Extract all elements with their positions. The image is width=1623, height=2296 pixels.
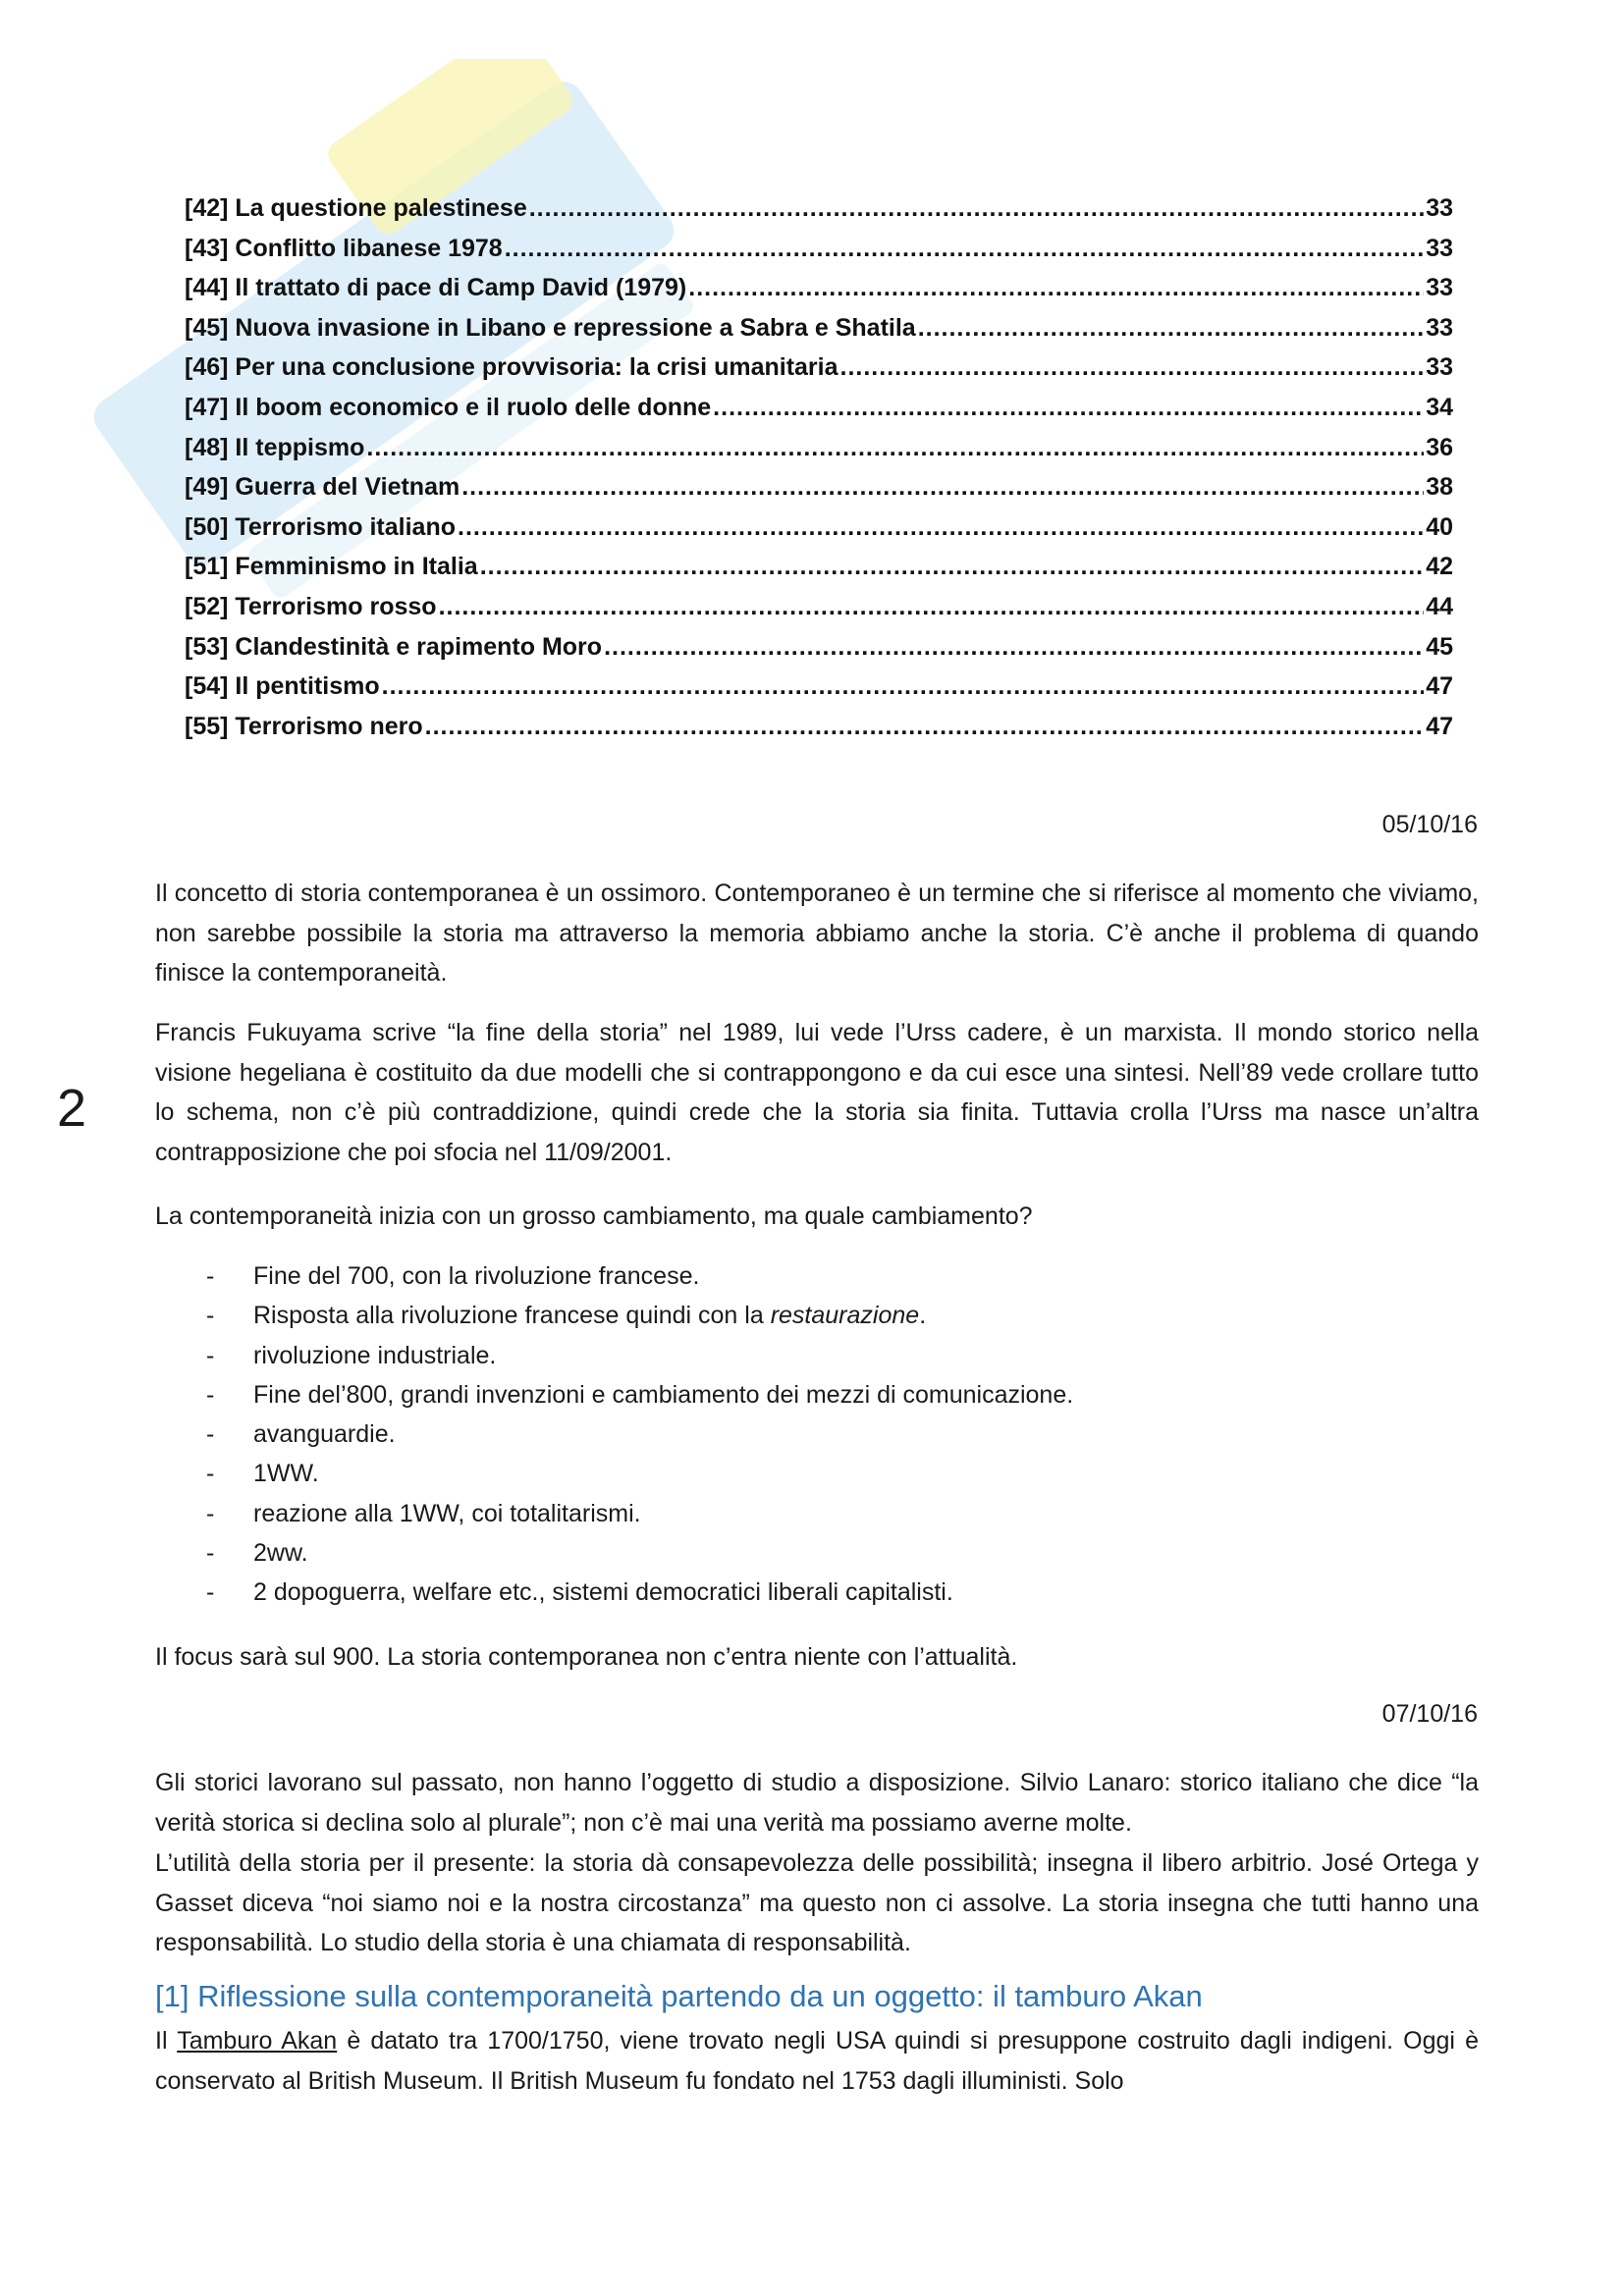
toc-leader-dots [688,274,1424,302]
toc-entry[interactable] [185,394,1453,434]
bullet-dash: - [206,1420,215,1449]
list-item [206,1375,1073,1415]
list-item [206,1494,1073,1533]
toc-entry-title: [46] Per una conclusione provvisoria: la crisi umanitaria [185,353,839,382]
toc-leader-dots [480,553,1425,581]
toc-leader-dots [382,672,1425,701]
list-item-text: Fine del 700, con la rivoluzione francese. [253,1262,700,1290]
toc-entry-page: 33 [1426,313,1453,342]
toc-entry-title: [51] Femminismo in Italia [185,553,478,581]
bullet-dash: - [206,1539,215,1568]
paragraph-historians: Gli storici lavorano sul passato, non hanno l’oggetto di studio a disposizione. Silvio Lanaro: storico italiano che dice “la verità storica si declina solo al plurale”; non c’è mai una verità ma possiamo averne molte. [155,1769,1479,1837]
toc-entry-page: 33 [1426,194,1453,222]
toc-entry[interactable] [185,473,1453,513]
toc-leader-dots [458,513,1424,542]
paragraph-focus: Il focus sarà sul 900. La storia contemporanea non c’entra niente con l’attualità. [155,1643,1018,1671]
list-item [206,1454,1073,1493]
paragraph-akan-prefix: Il [155,2027,168,2055]
toc-entry[interactable] [185,274,1453,314]
date-07-10-16: 07/10/16 [1381,1700,1478,1728]
toc-entry-page: 36 [1426,433,1453,461]
list-item-text: rivoluzione industriale. [253,1341,497,1369]
toc-entry-title: [50] Terrorismo italiano [185,512,456,541]
toc-entry-title: [45] Nuova invasione in Libano e repressione a Sabra e Shatila [185,313,916,342]
toc-entry[interactable] [185,553,1453,593]
toc-leader-dots [439,593,1425,621]
section-heading-akan: [1] Riflessione sulla contemporaneità partendo da un oggetto: il tamburo Akan [155,1979,1203,2013]
italic-term: restaurazione [770,1302,920,1330]
toc-entry-title: [48] Il teppismo [185,433,365,461]
list-item-text: avanguardie. [253,1420,396,1449]
toc-entry-title: [44] Il trattato di pace di Camp David (1979) [185,274,687,302]
toc-entry-title: [42] La questione palestinese [185,194,527,222]
list-item [206,1573,1073,1612]
bullet-dash: - [206,1262,215,1290]
toc-entry-page: 40 [1426,512,1453,541]
toc-leader-dots [461,473,1424,502]
toc-entry-page: 47 [1426,712,1453,740]
toc-entry-page: 38 [1426,473,1453,502]
list-item [206,1256,1073,1296]
toc-entry-page: 34 [1426,393,1453,421]
list-item [206,1336,1073,1375]
bullet-dash: - [206,1460,215,1488]
toc-leader-dots [366,434,1424,462]
toc-entry[interactable] [185,314,1453,354]
bullet-dash: - [206,1302,215,1330]
toc-leader-dots [713,394,1424,422]
toc-leader-dots [604,633,1424,662]
toc-entry-title: [43] Conflitto libanese 1978 [185,234,503,262]
paragraph-utility: L’utilità della storia per il presente: la storia dà consapevolezza delle possibilità; insegna il libero arbitrio. José Ortega y Gasset diceva “noi siamo noi e la nostra circostanza” ma questo non ci assolve. La storia insegna che tutti hanno una responsabilità. Lo studio della storia è una chiamata di responsabilità. [155,1849,1479,1956]
toc-entry-title: [47] Il boom economico e il ruolo delle donne [185,393,712,421]
list-item-text: 2ww. [253,1539,308,1568]
toc-entry-title: [49] Guerra del Vietnam [185,473,460,502]
toc-leader-dots [840,353,1425,382]
toc-entry[interactable] [185,593,1453,633]
list-item [206,1415,1073,1454]
list-item [206,1296,1073,1335]
toc-entry-page: 33 [1426,353,1453,382]
paragraph-concept: Il concetto di storia contemporanea è un ossimoro. Contemporaneo è un termine che si riferisce al momento che viviamo, non sarebbe possibile la storia ma attraverso la memoria abbiamo anche la storia. C’è anche il problema di quando finisce la contemporaneità. [155,880,1479,987]
toc-entry-title: [53] Clandestinità e rapimento Moro [185,632,603,661]
toc-entry-page: 33 [1426,234,1453,262]
list-item-text: reazione alla 1WW, coi totalitarismi. [253,1499,641,1527]
list-item-text: Risposta alla rivoluzione francese quindi con la restaurazione. [253,1302,927,1330]
toc-leader-dots [425,713,1425,741]
toc-leader-dots [529,194,1424,223]
toc-entry-title: [54] Il pentitismo [185,672,380,701]
toc-entry-page: 47 [1426,672,1453,701]
toc-entry-title: [52] Terrorismo rosso [185,592,437,620]
list-item-text: Fine del’800, grandi invenzioni e cambiamento dei mezzi di comunicazione. [253,1380,1074,1409]
bullet-dash: - [206,1578,215,1607]
paragraph-question: La contemporaneità inizia con un grosso cambiamento, ma quale cambiamento? [155,1202,1033,1230]
toc-entry-page: 42 [1426,553,1453,581]
list-item-text: 2 dopoguerra, welfare etc., sistemi democratici liberali capitalisti. [253,1578,953,1607]
list-item-text: 1WW. [253,1460,319,1488]
list-item [206,1533,1073,1573]
bullet-dash: - [206,1341,215,1369]
toc-entry[interactable] [185,633,1453,673]
toc-entry[interactable] [185,434,1453,474]
toc-entry[interactable] [185,194,1453,235]
bullet-list [206,1256,1073,1613]
toc-entry-page: 45 [1426,632,1453,661]
date-05-10-16: 05/10/16 [1381,811,1478,838]
tamburo-akan-link[interactable]: Tamburo Akan [177,2027,338,2055]
toc-entry[interactable] [185,235,1453,275]
table-of-contents [185,194,1453,752]
page-number: 2 [57,1079,87,1138]
paragraph-akan [155,2021,1479,2101]
toc-entry-title: [55] Terrorismo nero [185,712,423,740]
toc-entry-page: 44 [1426,592,1453,620]
bullet-dash: - [206,1380,215,1409]
paragraph-fukuyama: Francis Fukuyama scrive “la fine della storia” nel 1989, lui vede l’Urss cadere, è un marxista. Il mondo storico nella visione hegeliana è costituito da due modelli che si contrappongono e da cui esce una sintesi. Nell’89 vede crollare tutto lo schema, non c’è più contraddizione, quindi crede che la storia sia finita. Tuttavia crolla l’Urss ma nasce un’altra contrapposizione che poi sfocia nel 11/09/2001. [155,1019,1479,1166]
toc-entry[interactable] [185,513,1453,554]
paragraph-akan-rest: è datato tra 1700/1750, viene trovato negli USA quindi si presuppone costruito dagli indigeni. Oggi è conservato al British Museum. Il British Museum fu fondato nel 1753 dagli illuministi. Solo [155,2027,1479,2095]
bullet-dash: - [206,1499,215,1527]
toc-entry-page: 33 [1426,274,1453,302]
toc-entry[interactable] [185,672,1453,713]
toc-leader-dots [505,235,1424,263]
toc-entry[interactable] [185,353,1453,394]
toc-leader-dots [918,314,1424,343]
toc-entry[interactable] [185,713,1453,753]
